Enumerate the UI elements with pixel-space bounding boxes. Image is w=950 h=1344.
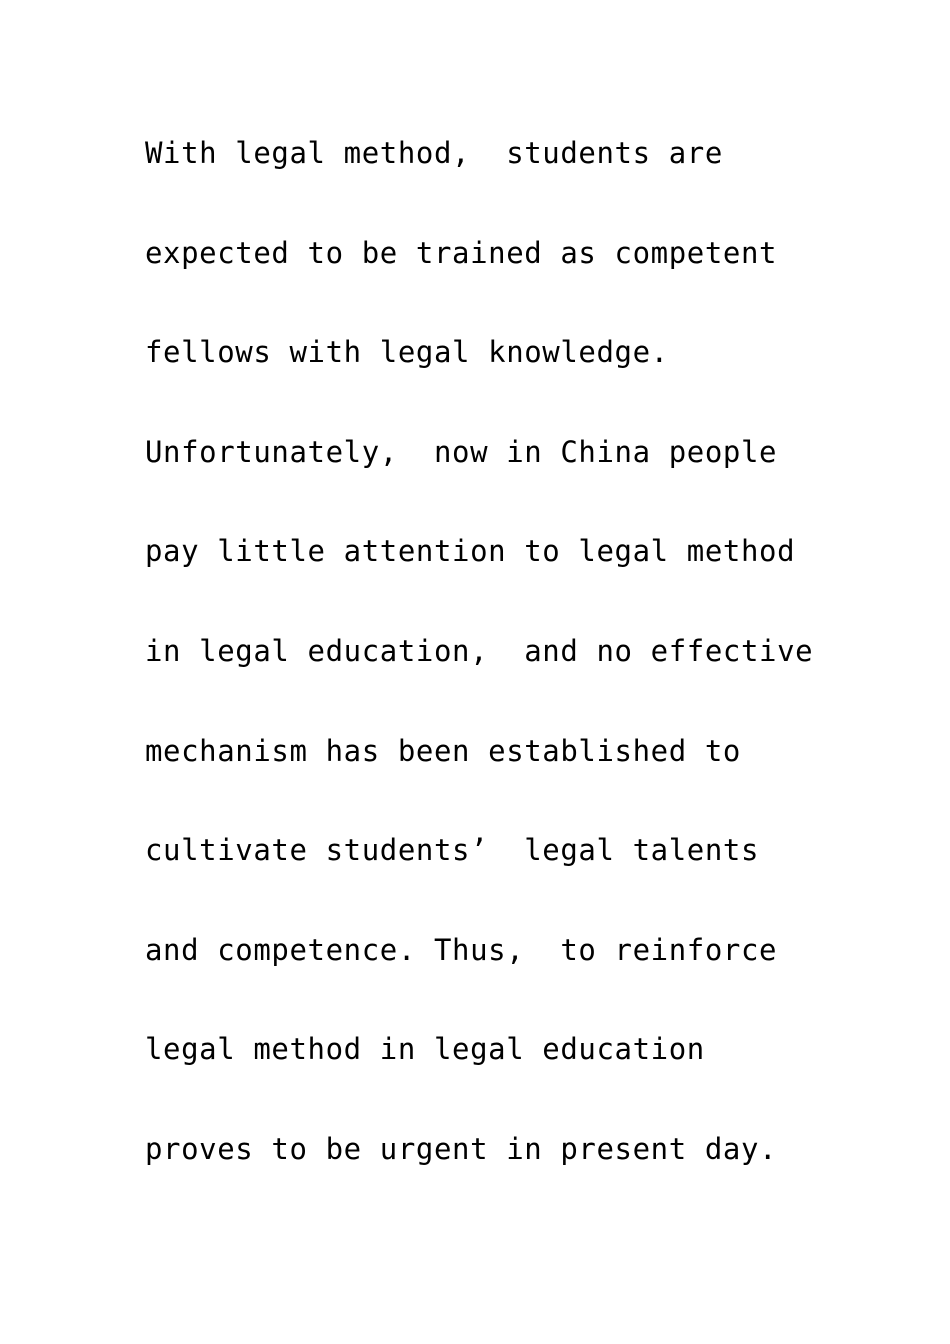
text-line: and competence. Thus, to reinforce — [145, 932, 778, 967]
text-line: fellows with legal knowledge. — [145, 335, 669, 370]
text-line: legal method in legal education — [145, 1032, 705, 1067]
text-line: mechanism has been established to — [145, 733, 741, 768]
body-paragraph — [145, 128, 905, 1224]
text-line: Unfortunately, now in China people — [145, 434, 778, 469]
text-line: With legal method, students are — [145, 136, 723, 170]
text-line: expected to be trained as competent — [145, 235, 778, 270]
text-line: cultivate students’ legal talents — [145, 833, 760, 868]
text-line: pay little attention to legal method — [145, 534, 796, 569]
text-line: in legal education, and no effective — [145, 633, 814, 668]
text-line: proves to be urgent in present day. — [145, 1131, 778, 1166]
